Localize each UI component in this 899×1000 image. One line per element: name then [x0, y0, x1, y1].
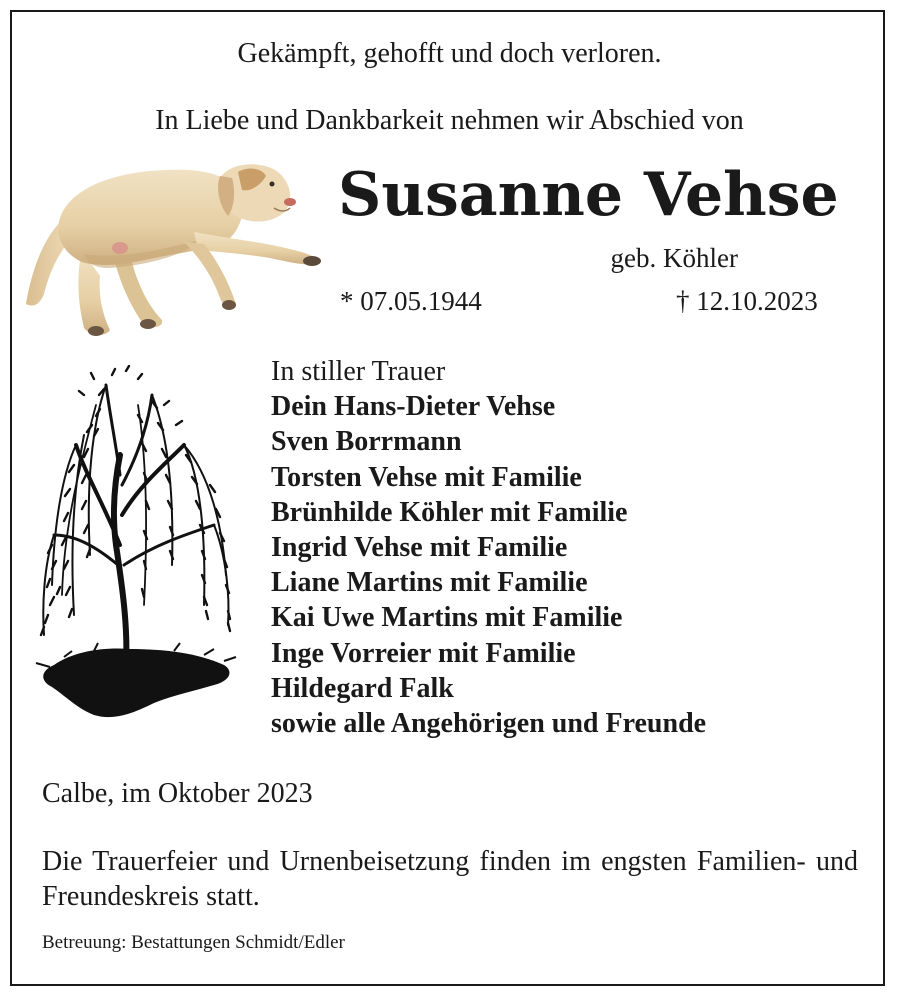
motto: Gekämpft, gehofft und doch verloren. — [237, 38, 662, 69]
mourner-item: Sven Borrmann — [271, 426, 462, 458]
mourner-item: Dein Hans-Dieter Vehse — [271, 391, 556, 423]
place-date: Calbe, im Oktober 2023 — [42, 778, 313, 809]
mourner-item: Torsten Vehse mit Familie — [271, 461, 582, 493]
mourner-item: Ingrid Vehse mit Familie — [271, 532, 568, 564]
deceased-name: Susanne Vehse — [338, 160, 839, 230]
birth-date: * 07.05.1944 — [340, 286, 482, 316]
mourner-item: Brünhilde Köhler mit Familie — [271, 496, 628, 528]
mourner-item: Inge Vorreier mit Familie — [271, 637, 576, 669]
willow-tree-illustration — [34, 365, 239, 727]
death-date: † 12.10.2023 — [676, 286, 818, 316]
intro-line: In Liebe und Dankbarkeit nehmen wir Abschied von — [155, 105, 744, 136]
mourner-item: Liane Martins mit Familie — [271, 567, 588, 599]
mourner-item: Kai Uwe Martins mit Familie — [271, 602, 623, 634]
mourners-block — [271, 354, 706, 741]
mourner-item: sowie alle Angehörigen und Freunde — [271, 708, 707, 740]
maiden-name: geb. Köhler — [610, 243, 738, 273]
undertaker-credit: Betreuung: Bestattungen Schmidt/Edler — [42, 932, 345, 953]
dog-photo — [24, 158, 324, 338]
funeral-notice: Die Trauerfeier und Urnenbeisetzung finden im engsten Familien- und Freundeskreis statt. — [42, 846, 858, 912]
mourning-lead: In stiller Trauer — [271, 356, 446, 387]
mourner-item: Hildegard Falk — [271, 672, 454, 704]
